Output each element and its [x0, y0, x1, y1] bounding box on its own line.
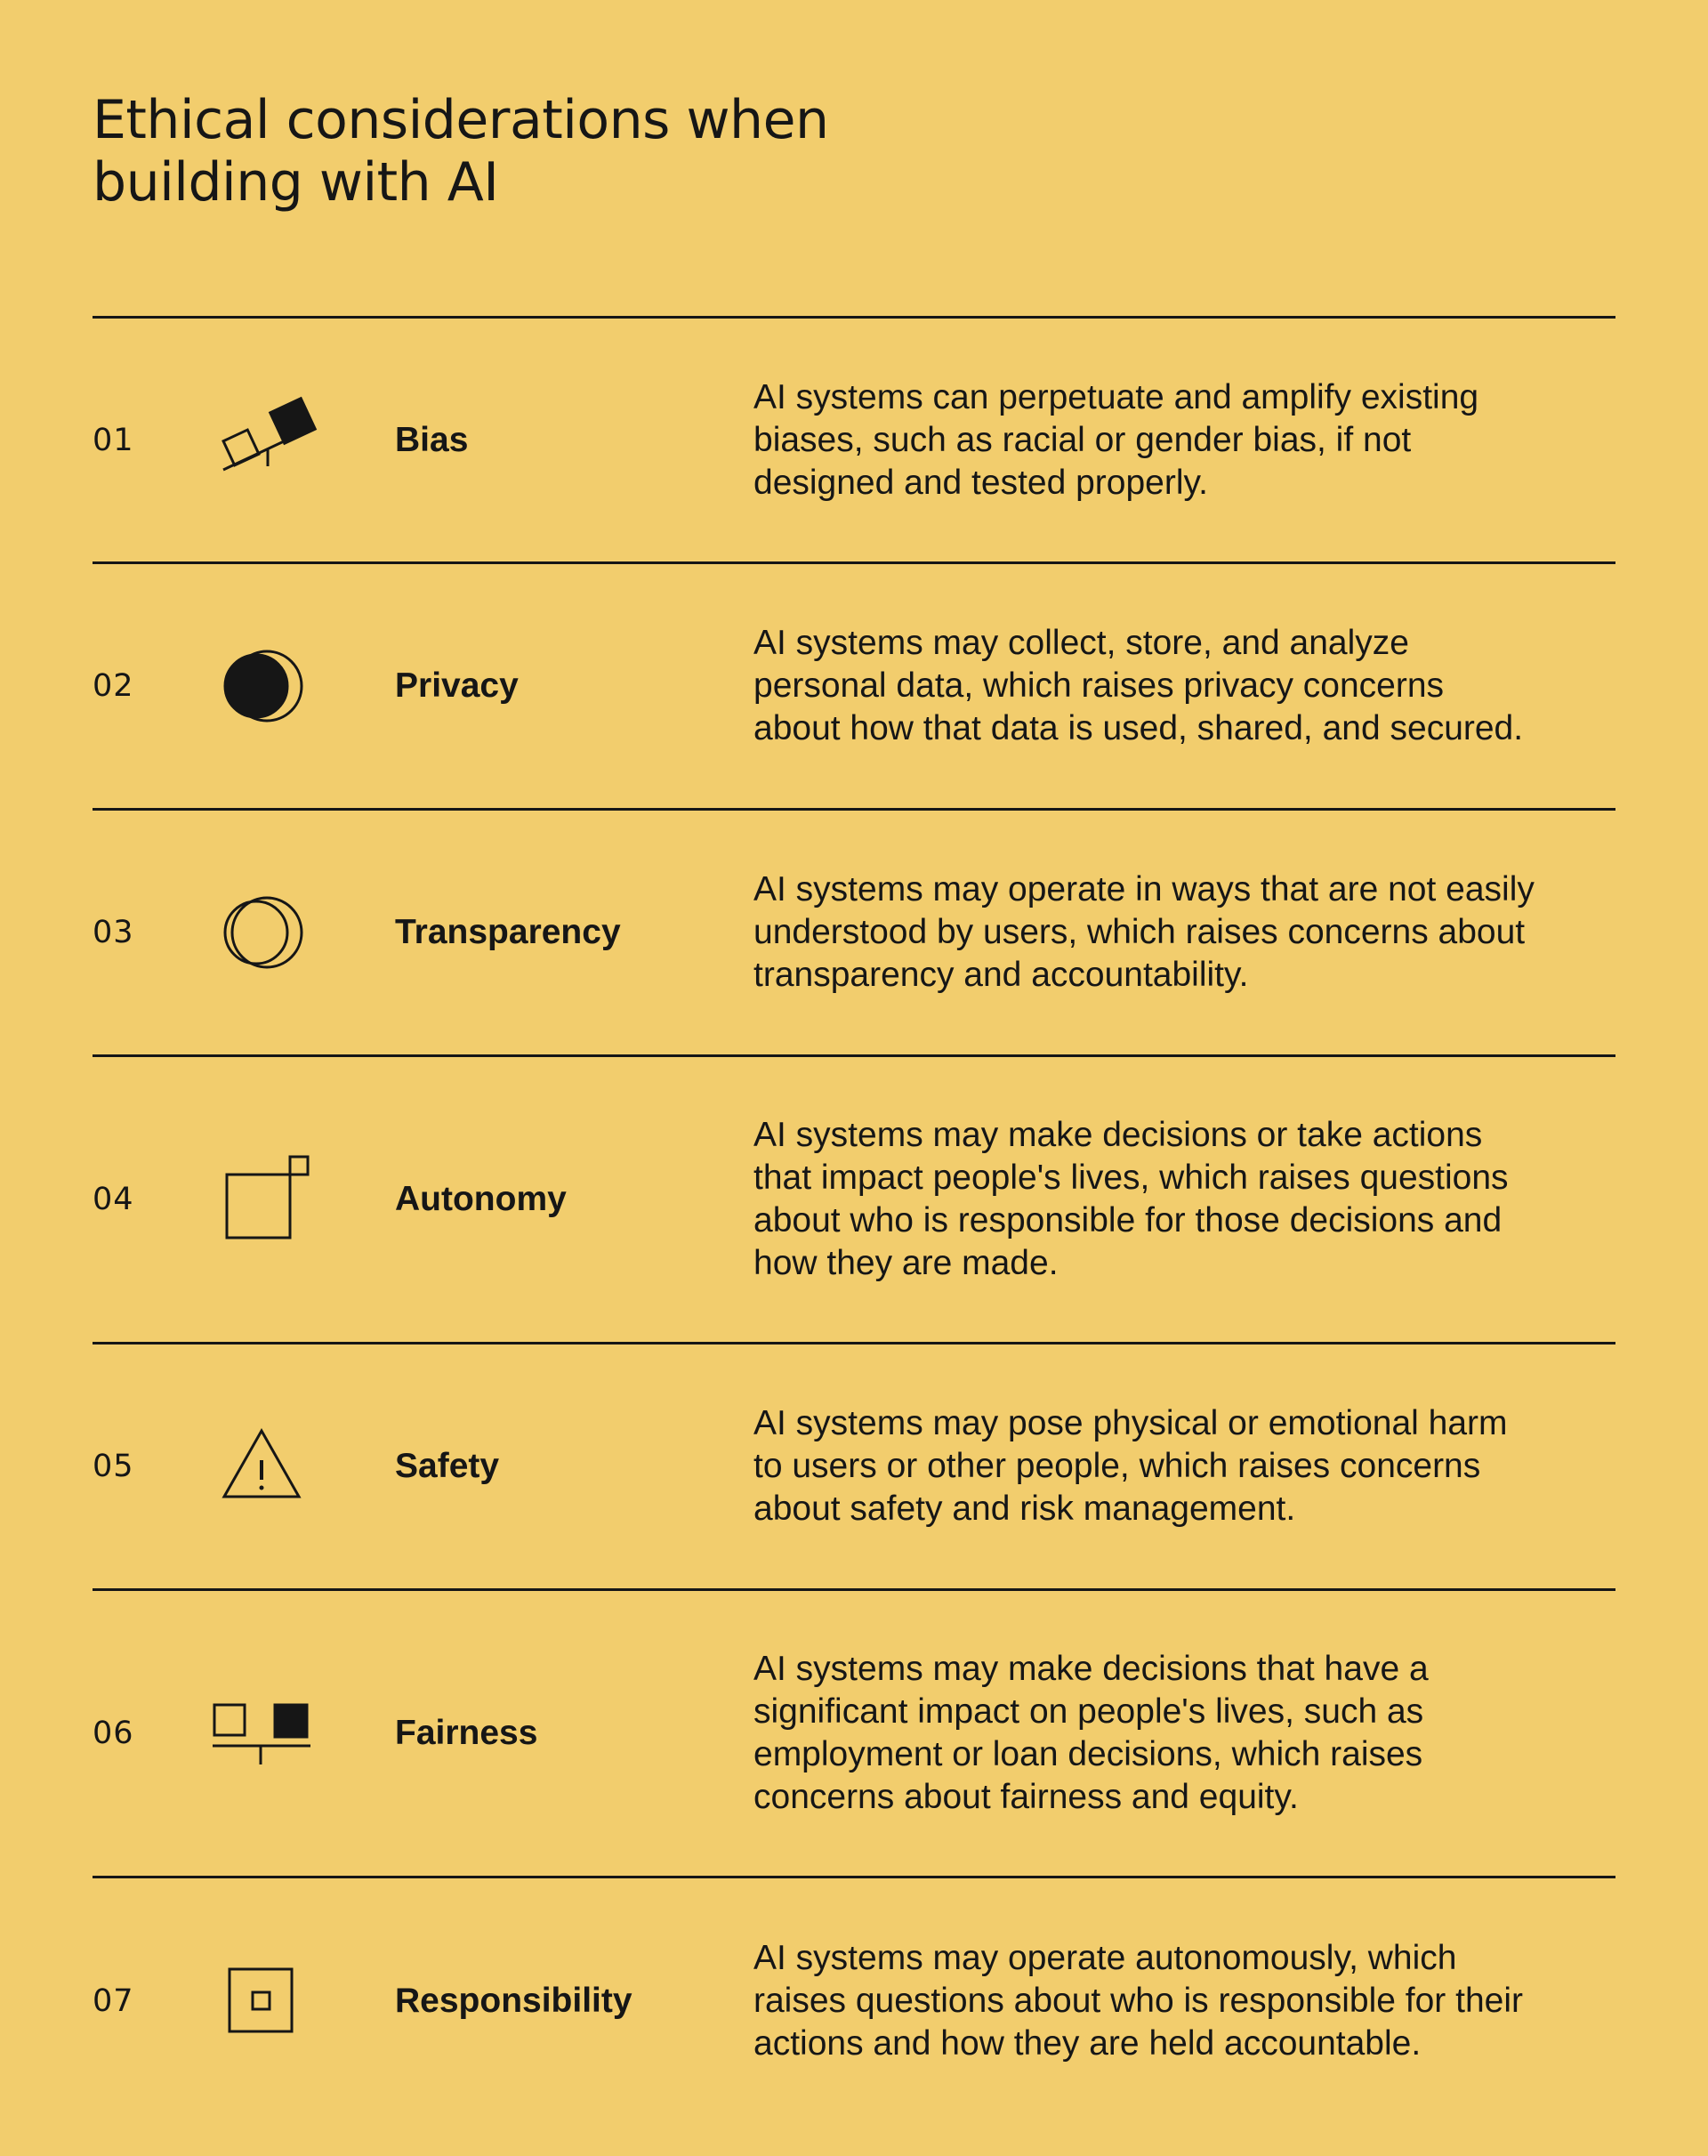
description-line: understood by users, which raises concerns about	[753, 913, 1526, 951]
item-description	[753, 1402, 1607, 1530]
item-number: 03	[93, 915, 134, 950]
description-line: about who is responsible for those decisions and	[753, 1201, 1503, 1239]
description-line: biases, such as racial or gender bias, if not	[753, 420, 1412, 459]
description-line: AI systems may operate autonomously, which	[753, 1939, 1457, 1977]
description-line: employment or loan decisions, which raises	[753, 1735, 1423, 1773]
page-title	[93, 89, 1160, 214]
overlapping-circles-icon	[204, 875, 319, 990]
balance-icon	[204, 1676, 319, 1791]
item-description	[753, 1648, 1607, 1819]
list-item-fairness	[93, 1591, 1615, 1876]
item-description	[753, 622, 1607, 750]
item-label: Autonomy	[395, 1180, 567, 1218]
considerations-list	[93, 316, 1615, 2124]
description-line: how they are made.	[753, 1244, 1059, 1282]
item-number: 04	[93, 1182, 134, 1217]
item-number: 02	[93, 668, 134, 704]
description-line: AI systems may operate in ways that are not easily	[753, 870, 1535, 908]
page-title-line: Ethical considerations when	[93, 89, 829, 151]
description-line: about safety and risk management.	[753, 1490, 1296, 1528]
item-label: Bias	[395, 420, 469, 459]
item-label: Safety	[395, 1447, 500, 1485]
square-with-small-square-icon	[204, 1142, 319, 1257]
description-line: AI systems may make decisions that have a	[753, 1650, 1429, 1688]
item-number: 01	[93, 422, 134, 458]
description-line: AI systems may pose physical or emotional harm	[753, 1404, 1508, 1442]
warning-triangle-icon	[204, 1409, 319, 1524]
list-item-responsibility	[93, 1878, 1615, 2124]
description-line: personal data, which raises privacy concerns	[753, 666, 1445, 705]
item-label: Fairness	[395, 1714, 538, 1752]
list-item-privacy	[93, 564, 1615, 808]
item-description	[753, 1937, 1607, 2065]
item-label: Privacy	[395, 666, 519, 705]
item-description	[753, 376, 1607, 505]
description-line: actions and how they are held accountable.	[753, 2024, 1422, 2063]
seesaw-icon	[204, 383, 319, 498]
description-line: AI systems may collect, store, and analyze	[753, 624, 1409, 662]
list-item-transparency	[93, 811, 1615, 1054]
description-line: transparency and accountability.	[753, 956, 1249, 994]
item-label: Transparency	[395, 913, 621, 951]
description-line: that impact people's lives, which raises questions	[753, 1159, 1509, 1197]
description-line: to users or other people, which raises concerns	[753, 1447, 1481, 1485]
page-title-line: building with AI	[93, 151, 499, 214]
item-number: 07	[93, 1983, 134, 2019]
filled-overlapping-circles-icon	[204, 628, 319, 744]
description-line: AI systems may make decisions or take actions	[753, 1116, 1483, 1154]
description-line: significant impact on people's lives, such as	[753, 1692, 1424, 1731]
list-item-bias	[93, 319, 1615, 561]
list-item-autonomy	[93, 1057, 1615, 1342]
description-line: raises questions about who is responsible for their	[753, 1982, 1523, 2020]
item-description	[753, 868, 1607, 997]
item-label: Responsibility	[395, 1982, 632, 2020]
description-line: designed and tested properly.	[753, 463, 1208, 502]
description-line: concerns about fairness and equity.	[753, 1778, 1299, 1816]
item-description	[753, 1114, 1607, 1285]
description-line: about how that data is used, shared, and secured.	[753, 709, 1524, 747]
description-line: AI systems can perpetuate and amplify existing	[753, 377, 1479, 416]
list-item-safety	[93, 1344, 1615, 1588]
nested-squares-icon	[204, 1943, 319, 2059]
item-number: 05	[93, 1449, 134, 1484]
item-number: 06	[93, 1716, 134, 1751]
